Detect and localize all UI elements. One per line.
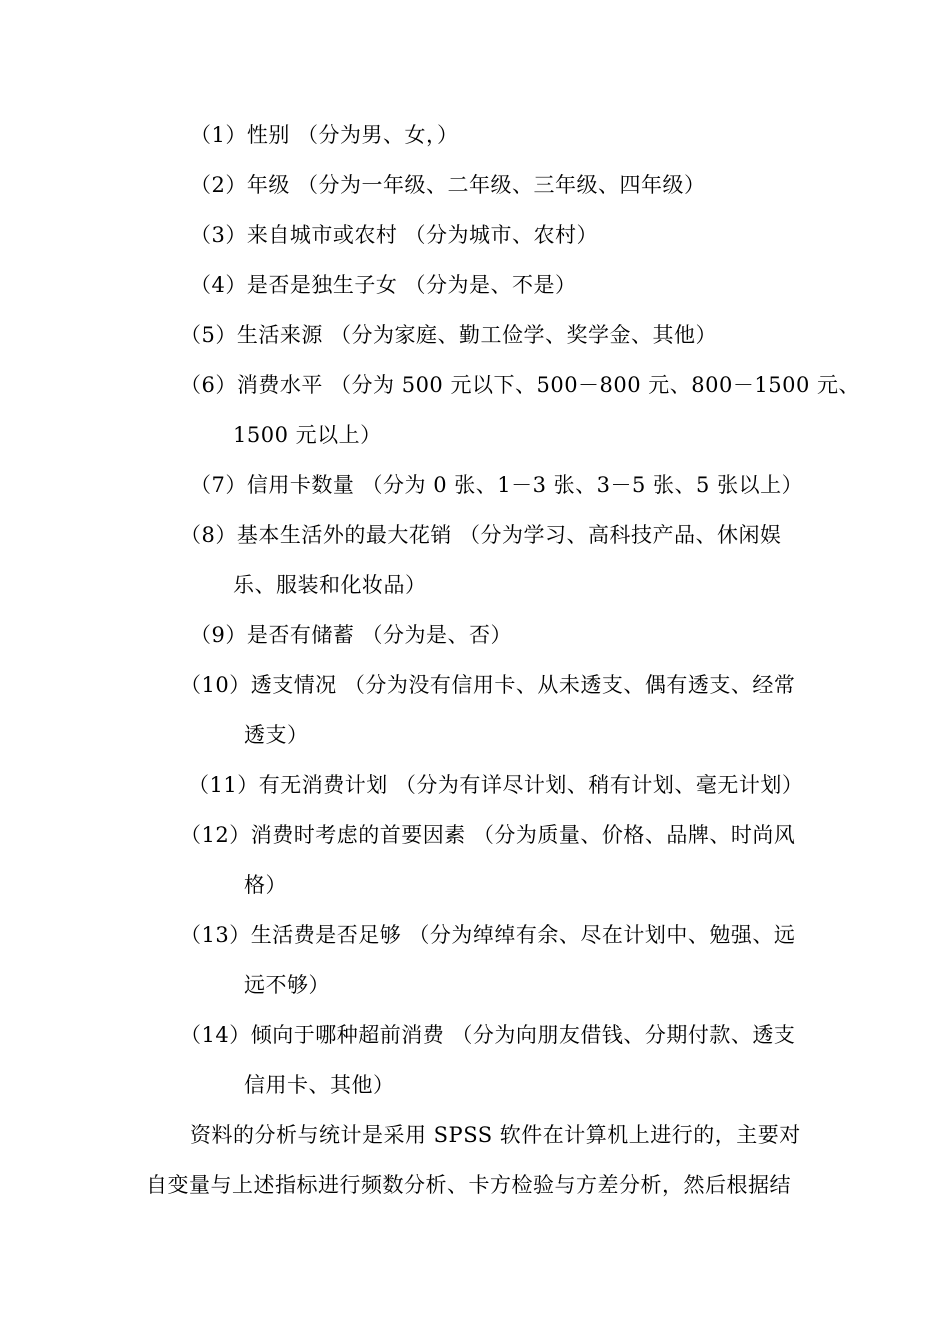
list-item-spending-level: （6）消费水平 （分为 500 元以下、500－800 元、800－1500 元、 (180, 373, 861, 397)
list-item-grade: （2）年级 （分为一年级、二年级、三年级、四年级） (190, 173, 706, 197)
list-item-advance-consumption-cont: 信用卡、其他） (244, 1073, 395, 1097)
list-item-income-source: （5）生活来源 （分为家庭、勤工俭学、奖学金、其他） (180, 323, 718, 347)
list-item-origin: （3）来自城市或农村 （分为城市、农村） (190, 223, 599, 247)
list-item-largest-expense: （8）基本生活外的最大花销 （分为学习、高科技产品、休闲娱 (180, 523, 782, 547)
list-item-gender: （1）性别 （分为男、女，） (190, 123, 459, 147)
list-item-only-child: （4）是否是独生子女 （分为是、不是） (190, 273, 577, 297)
list-item-advance-consumption: （14）倾向于哪种超前消费 （分为向朋友借钱、分期付款、透支 (180, 1023, 796, 1047)
paragraph-line-1: 资料的分析与统计是采用 SPSS 软件在计算机上进行的，主要对 (190, 1123, 801, 1147)
list-item-overdraft-cont: 透支） (244, 723, 309, 747)
list-item-primary-factor-cont: 格） (244, 873, 287, 897)
list-item-credit-cards: （7）信用卡数量 （分为 0 张、1－3 张、3－5 张、5 张以上） (190, 473, 804, 497)
list-item-spending-level-cont: 1500 元以上） (233, 423, 382, 447)
list-item-living-expenses-cont: 远不够） (244, 973, 330, 997)
paragraph-line-2: 自变量与上述指标进行频数分析、卡方检验与方差分析，然后根据结 (146, 1173, 791, 1197)
list-item-spending-plan: （11）有无消费计划 （分为有详尽计划、稍有计划、毫无计划） (188, 773, 804, 797)
list-item-overdraft: （10）透支情况 （分为没有信用卡、从未透支、偶有透支、经常 (180, 673, 796, 697)
list-item-savings: （9）是否有储蓄 （分为是、否） (190, 623, 513, 647)
list-item-largest-expense-cont: 乐、服装和化妆品） (233, 573, 427, 597)
list-item-living-expenses: （13）生活费是否足够 （分为绰绰有余、尽在计划中、勉强、远 (180, 923, 796, 947)
list-item-primary-factor: （12）消费时考虑的首要因素 （分为质量、价格、品牌、时尚风 (180, 823, 796, 847)
